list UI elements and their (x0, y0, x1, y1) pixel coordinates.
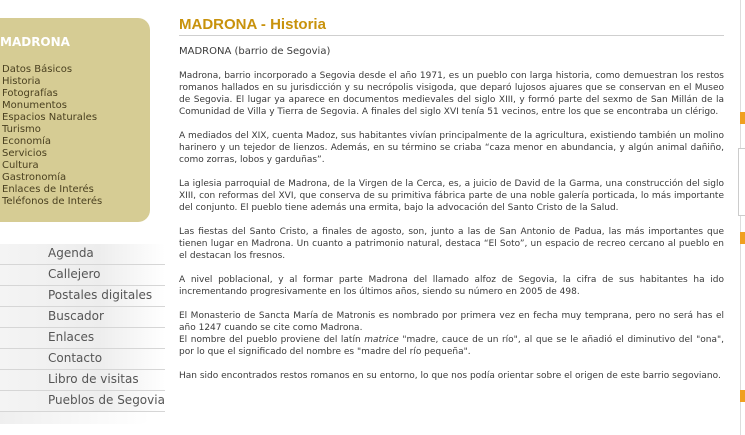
menu-item-pueblos-segovia[interactable] (0, 391, 165, 412)
menu-item-label: Pueblos de Segovia (48, 393, 165, 407)
menu-footer-curve (0, 412, 150, 424)
sidebar-item-espacios-naturales[interactable]: Espacios Naturales (2, 112, 98, 123)
sidebar-item-datos-basicos[interactable]: Datos Básicos (2, 64, 73, 75)
sidebar-item-economia[interactable]: Economía (2, 136, 52, 147)
menu-item-buscador[interactable] (0, 307, 165, 328)
menu-item-callejero[interactable] (0, 265, 165, 286)
menu-item-libro-visitas[interactable] (0, 370, 165, 391)
menu-item-contacto[interactable] (0, 349, 165, 370)
menu-item-label: Contacto (48, 351, 103, 365)
sidebar-item-enlaces-interes[interactable]: Enlaces de Interés (2, 184, 94, 195)
history-paragraph: La iglesia parroquial de Madrona, de la Virgen de la Cerca, es, a juicio de David de la Garma, una construcción del siglo XIII, con reformas del XVI, que conserva de su primitiva fábrica parte de una noble galería porticada, lo más importante del conjunto. El pueblo tiene además una ermita, bajo la advocación del Santo Cristo de la Salud. (179, 179, 724, 213)
menu-item-agenda[interactable] (0, 244, 165, 265)
sidebar-item-gastronomia[interactable]: Gastronomía (2, 172, 67, 183)
history-paragraph: Han sido encontrados restos romanos en su entorno, lo que nos podía orientar sobre el origen de este barrio segoviano. (179, 371, 721, 381)
sidebar-item-monumentos[interactable]: Monumentos (2, 100, 67, 111)
sidebar-item-fotografias[interactable]: Fotografías (2, 88, 58, 99)
sidebar-item-turismo[interactable]: Turismo (2, 124, 41, 135)
page-title: MADRONA - Historia (179, 16, 724, 36)
right-edge-accent (740, 232, 745, 244)
sidebar-item-historia[interactable]: Historia (2, 76, 41, 87)
menu-item-postales-digitales[interactable] (0, 286, 165, 307)
history-paragraph: A nivel poblacional, y al formar parte Madrona del llamado alfoz de Segovia, la cifra de sus habitantes ha ido incrementando progresivamente en los últimos años, siendo su número en 2005 de 498. (179, 275, 724, 297)
name-origin-before: El nombre del pueblo proviene del latín (179, 335, 365, 345)
menu-item-label: Agenda (48, 246, 94, 260)
sidebar-item-servicios[interactable]: Servicios (2, 148, 47, 159)
menu-item-label: Postales digitales (48, 288, 153, 302)
right-edge-panel (738, 148, 745, 216)
name-origin-emphasis: matrice (364, 335, 399, 345)
right-edge-accent (740, 112, 745, 124)
sidebar-nav (2, 64, 102, 208)
history-paragraph: Las fiestas del Santo Cristo, a finales de agosto, son, junto a las de San Antonio de Padua, las más importantes que tienen lugar en Madrona. Un cuanto a patrimonio natural, destaca “El Soto”, un espacio de recreo cercano al pueblo en el destacan los fresnos. (179, 227, 724, 261)
right-edge-border (740, 0, 745, 435)
secondary-menu (0, 244, 165, 412)
sidebar-item-telefonos-interes[interactable]: Teléfonos de Interés (2, 196, 103, 207)
menu-item-label: Enlaces (48, 330, 95, 344)
sidebar-title: MADRONA (0, 35, 70, 49)
menu-item-enlaces[interactable] (0, 328, 165, 349)
menu-item-label: Callejero (48, 267, 101, 281)
history-paragraph: Madrona, barrio incorporado a Segovia desde el año 1971, es un pueblo con larga historia, como demuestran los restos romanos hallados en su jurisdicción y su necrópolis visigoda, que deparó lujosos ajuares que se conservan en el Museo de Segovia. El lugar ya aparece en documentos medievales del siglo XIII, y formó parte del sexmo de San Millán de la Comunidad de Villa y Tierra de Segovia. A finales del siglo XVI tenía 51 vecinos, entre los que se encontraba un clérigo. (179, 71, 724, 117)
name-origin-after: "madre, cauce de un río", al que se le añadió el diminutivo del "ona", por lo que el significado del nombre es "madre del río pequeña". (179, 335, 724, 357)
page-subtitle: MADRONA (barrio de Segovia) (179, 46, 331, 57)
main-content (179, 16, 724, 382)
monastery-text: El Monasterio de Sancta María de Matronis es nombrado por primera vez en fecha muy temprana, pero no será has el año 1247 cuando se cite como Madrona. (179, 311, 724, 333)
menu-item-label: Libro de visitas (48, 372, 139, 386)
sidebar-item-cultura[interactable]: Cultura (2, 160, 39, 171)
monastery-paragraph (179, 310, 724, 358)
menu-item-label: Buscador (48, 309, 104, 323)
history-paragraph: A mediados del XIX, cuenta Madoz, sus habitantes vivían principalmente de la agricultura, existiendo también un molino harinero y un tejedor de lienzos. Además, en su término se criaba “caza menor en abundancia, y algún animal dañiño, como zorras, lobos y garduñas”. (179, 131, 724, 165)
right-edge-accent (740, 390, 745, 402)
